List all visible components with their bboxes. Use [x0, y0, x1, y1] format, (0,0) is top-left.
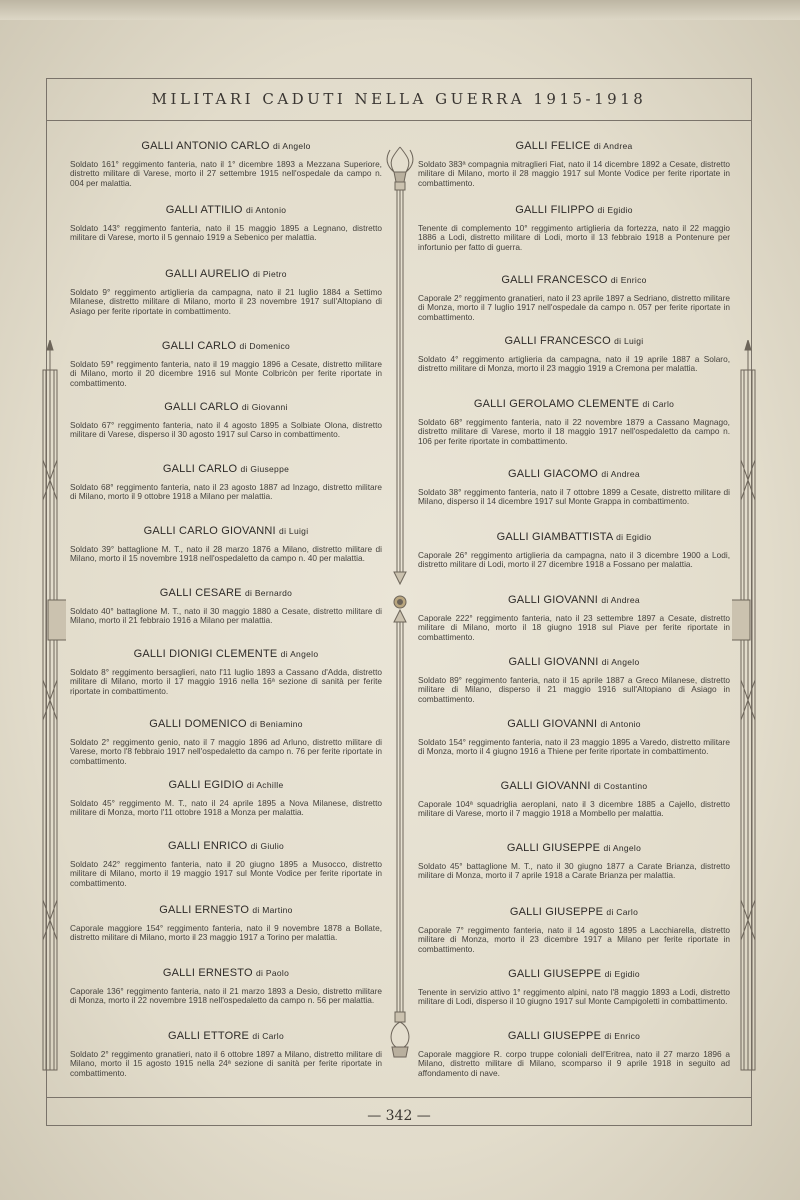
list-item	[418, 594, 730, 642]
list-item	[418, 968, 730, 1007]
entry-text: Tenente di complemento 10° reggimento artiglieria da fortezza, nato il 22 maggio 1886 a Lodi, distretto militare di Lodi, morto il 13 febbraio 1918 a Pontenure per infortunio per fatto di guerra.	[418, 223, 730, 252]
entry-text: Soldato 161° reggimento fanteria, nato il 1° dicembre 1893 a Mezzana Superiore, distretto militare di Varese, morto il 27 settembre 1915 nell'ospedale da campo n. 004 per malattia.	[70, 159, 382, 188]
entry-text: Soldato 383ª compagnia mitraglieri Fiat, nato il 14 dicembre 1892 a Cesate, distretto militare di Milano, morto il 28 maggio 1917 sul Monte Vodice per ferite riportate in combattimento.	[418, 159, 730, 188]
entry-name: GALLI ETTORE di Carlo	[167, 1030, 285, 1042]
list-item	[418, 204, 730, 252]
entry-name: GALLI CARLO di Domenico	[161, 340, 291, 352]
entry-text: Caporale 7° reggimento fanteria, nato il 14 agosto 1895 a Lacchiarella, distretto militare di Monza, morto il 23 dicembre 1917 a Milano per ferite riportate in combattimento.	[418, 925, 730, 954]
entry-name: GALLI GIAMBATTISTA di Egidio	[496, 531, 652, 543]
entry-name: GALLI EGIDIO di Achille	[168, 779, 284, 791]
entry-name: GALLI GIUSEPPE di Angelo	[506, 842, 642, 854]
entry-name: GALLI CARLO GIOVANNI di Luigi	[143, 525, 309, 537]
list-item	[418, 274, 730, 322]
entry-text: Soldato 45° reggimento M. T., nato il 24 aprile 1895 a Nova Milanese, distretto militare di Monza, morto l'11 ottobre 1918 a Monza per malattia.	[70, 798, 382, 818]
entry-text: Soldato 9° reggimento artiglieria da campagna, nato il 21 luglio 1884 a Settimo Milanese, distretto militare di Milano, morto il 23 novembre 1917 sull'Altopiano di Asiago per ferite riportate in combattimento.	[70, 287, 382, 316]
header-rule	[46, 120, 752, 121]
list-item	[70, 340, 382, 388]
entry-text: Soldato 8° reggimento bersaglieri, nato l'11 luglio 1893 a Cassano d'Adda, distretto militare di Milano, morto il 17 maggio 1916 nella 16ª sezione di sanità per ferite riportate in combattimento.	[70, 667, 382, 696]
list-item	[70, 525, 382, 564]
entry-name: GALLI GIOVANNI di Angelo	[508, 656, 640, 668]
list-item	[70, 904, 382, 943]
entry-text: Caporale 222° reggimento fanteria, nato il 23 settembre 1897 a Cesate, distretto militare di Milano, morto il 18 giugno 1918 sul Piave per ferite riportate in combattimento.	[418, 613, 730, 642]
list-item	[418, 718, 730, 757]
entry-name: GALLI DIONIGI CLEMENTE di Angelo	[133, 648, 319, 660]
list-item	[70, 718, 382, 766]
list-item	[418, 906, 730, 954]
entry-text: Soldato 45° battaglione M. T., nato il 30 giugno 1877 a Carate Brianza, distretto militare di Monza, morto il 7 aprile 1918 a Carate Brianza per malattia.	[418, 861, 730, 881]
entry-text: Caporale maggiore 154° reggimento fanteria, nato il 9 novembre 1878 a Bollate, distretto militare di Milano, morto il 23 maggio 1917 a Torino per malattia.	[70, 923, 382, 943]
entry-name: GALLI CARLO di Giuseppe	[162, 463, 290, 475]
entry-name: GALLI ANTONIO CARLO di Angelo	[141, 140, 311, 152]
entry-name: GALLI GIOVANNI di Costantino	[500, 780, 648, 792]
entry-text: Caporale 26° reggimento artiglieria da campagna, nato il 3 dicembre 1900 a Lodi, distretto militare di Lodi, morto il 27 dicembre 1918 a Fossano per malattia.	[418, 550, 730, 570]
right-fasces-ornament	[732, 340, 762, 1080]
entry-text: Caporale 2° reggimento granatieri, nato il 23 aprile 1897 a Sedriano, distretto militare di Monza, morto il 7 luglio 1917 nell'ospedale da campo n. 057 per ferite riportate in combattimento.	[418, 293, 730, 322]
list-item	[70, 401, 382, 440]
entry-text: Soldato 242° reggimento fanteria, nato il 20 giugno 1895 a Musocco, distretto militare di Milano, morto il 19 maggio 1917 sul Monte Vodice per ferite riportate in combattimento.	[70, 859, 382, 888]
entry-text: Soldato 68° reggimento fanteria, nato il 22 novembre 1879 a Cassano Magnago, distretto militare di Varese, morto il 18 maggio 1917 nell'ospedaletto da campo n. 106 per ferite riportate in combattimento.	[418, 417, 730, 446]
entry-name: GALLI GIOVANNI di Andrea	[508, 594, 640, 606]
entry-name: GALLI FRANCESCO di Luigi	[504, 335, 644, 347]
list-item	[418, 780, 730, 819]
entry-name: GALLI GEROLAMO CLEMENTE di Carlo	[473, 398, 675, 410]
list-item	[70, 840, 382, 888]
list-item	[70, 1030, 382, 1078]
list-item	[418, 335, 730, 374]
entry-name: GALLI CESARE di Bernardo	[159, 587, 293, 599]
entry-text: Tenente in servizio attivo 1° reggimento alpini, nato l'8 maggio 1893 a Lodi, distretto militare di Lodi, disperso il 10 giugno 1917 sul Monte Campigoletti in combattimento.	[418, 987, 730, 1007]
entry-name: GALLI ERNESTO di Paolo	[162, 967, 290, 979]
entry-name: GALLI AURELIO di Pietro	[165, 268, 287, 280]
page-number: — 342 —	[367, 1108, 431, 1124]
entry-text: Soldato 2° reggimento granatieri, nato il 6 ottobre 1897 a Milano, distretto militare di Milano, morto il 15 agosto 1915 nella 24ª sezione di sanità per ferite riportate in combattimento.	[70, 1049, 382, 1078]
list-item	[70, 648, 382, 696]
list-item	[418, 398, 730, 446]
list-item	[418, 656, 730, 704]
list-item	[418, 842, 730, 881]
entry-name: GALLI ATTILIO di Antonio	[165, 204, 287, 216]
entry-text: Soldato 40° battaglione M. T., nato il 30 maggio 1880 a Cesate, distretto militare di Milano, morto il 21 febbraio 1916 a Milano per malattia.	[70, 606, 382, 626]
entry-text: Soldato 59° reggimento fanteria, nato il 19 maggio 1896 a Cesate, distretto militare di Milano, morto il 20 dicembre 1916 sul Monte Colbricòn per ferite riportate in combattimento.	[70, 359, 382, 388]
entry-text: Soldato 68° reggimento fanteria, nato il 23 agosto 1887 ad Inzago, distretto militare di Milano, morto il 9 ottobre 1918 a Milano per malattia.	[70, 482, 382, 502]
list-item	[418, 140, 730, 188]
list-item	[70, 140, 382, 188]
entry-name: GALLI GIOVANNI di Antonio	[507, 718, 641, 730]
entry-text: Soldato 4° reggimento artiglieria da campagna, nato il 19 aprile 1887 a Solaro, distretto militare di Monza, morto il 23 maggio 1919 a Cremona per malattia.	[418, 354, 730, 374]
page-title: MILITARI CADUTI NELLA GUERRA 1915-1918	[151, 90, 647, 108]
entry-text: Soldato 89° reggimento fanteria, nato il 15 aprile 1887 a Greco Milanese, distretto militare di Milano, disperso il 21 maggio 1916 sull'Altopiano di Asiago in combattimento.	[418, 675, 730, 704]
left-fasces-ornament	[36, 340, 66, 1080]
entry-name: GALLI GIUSEPPE di Egidio	[508, 968, 640, 980]
list-item	[70, 268, 382, 316]
list-item	[418, 1030, 730, 1078]
page-top-edge	[0, 0, 800, 20]
entry-name: GALLI ENRICO di Giulio	[167, 840, 285, 852]
entry-name: GALLI ERNESTO di Martino	[159, 904, 293, 916]
entry-name: GALLI FILIPPO di Egidio	[515, 204, 633, 216]
entry-name: GALLI GIUSEPPE di Carlo	[509, 906, 639, 918]
entry-text: Caporale 104ª squadriglia aeroplani, nato il 3 dicembre 1885 a Cajello, distretto militare di Varese, morto il 7 maggio 1918 a Mombello per malattia.	[418, 799, 730, 819]
list-item	[70, 587, 382, 626]
entry-text: Soldato 154° reggimento fanteria, nato il 23 maggio 1895 a Varedo, distretto militare di Monza, morto il 4 giugno 1916 a Thiene per ferite riportate in combattimento.	[418, 737, 730, 757]
torch-column-ornament	[380, 142, 420, 1082]
entry-text: Soldato 2° reggimento genio, nato il 7 maggio 1896 ad Arluno, distretto militare di Varese, morto l'8 febbraio 1917 nell'ospedaletto da campo n. 76 per ferite riportate in combattimento.	[70, 737, 382, 766]
entry-name: GALLI FRANCESCO di Enrico	[501, 274, 647, 286]
entry-name: GALLI CARLO di Giovanni	[164, 401, 288, 413]
list-item	[70, 463, 382, 502]
list-item	[418, 531, 730, 570]
entry-name: GALLI GIACOMO di Andrea	[508, 468, 640, 480]
entry-text: Soldato 38° reggimento fanteria, nato il 7 ottobre 1899 a Cesate, distretto militare di Milano, disperso il 14 dicembre 1917 sul Monte Grappa in combattimento.	[418, 487, 730, 507]
entry-name: GALLI GIUSEPPE di Enrico	[507, 1030, 641, 1042]
entry-name: GALLI DOMENICO di Beniamino	[149, 718, 303, 730]
entry-text: Caporale 136° reggimento fanteria, nato il 21 marzo 1893 a Desio, distretto militare di Monza, morto il 22 novembre 1918 nell'ospedaletto da campo n. 56 per malattia.	[70, 986, 382, 1006]
entry-text: Soldato 143° reggimento fanteria, nato il 15 maggio 1895 a Legnano, distretto militare di Varese, morto il 5 gennaio 1919 a Sebenico per malattia.	[70, 223, 382, 243]
entry-name: GALLI FELICE di Andrea	[515, 140, 633, 152]
entry-text: Caporale maggiore R. corpo truppe coloniali dell'Eritrea, nato il 27 marzo 1896 a Milano, distretto militare di Milano, scomparso il 9 aprile 1918 in seguito ad affondamento di nave.	[418, 1049, 730, 1078]
list-item	[418, 468, 730, 507]
list-item	[70, 204, 382, 243]
entry-text: Soldato 39° battaglione M. T., nato il 28 marzo 1876 a Milano, distretto militare di Milano, morto il 15 novembre 1918 nell'ospedaletto da campo n. 40 per malattia.	[70, 544, 382, 564]
entry-text: Soldato 67° reggimento fanteria, nato il 4 agosto 1895 a Solbiate Olona, distretto militare di Varese, disperso il 30 agosto 1917 sul Carso in combattimento.	[70, 420, 382, 440]
footer-rule	[46, 1097, 752, 1098]
list-item	[70, 779, 382, 818]
list-item	[70, 967, 382, 1006]
